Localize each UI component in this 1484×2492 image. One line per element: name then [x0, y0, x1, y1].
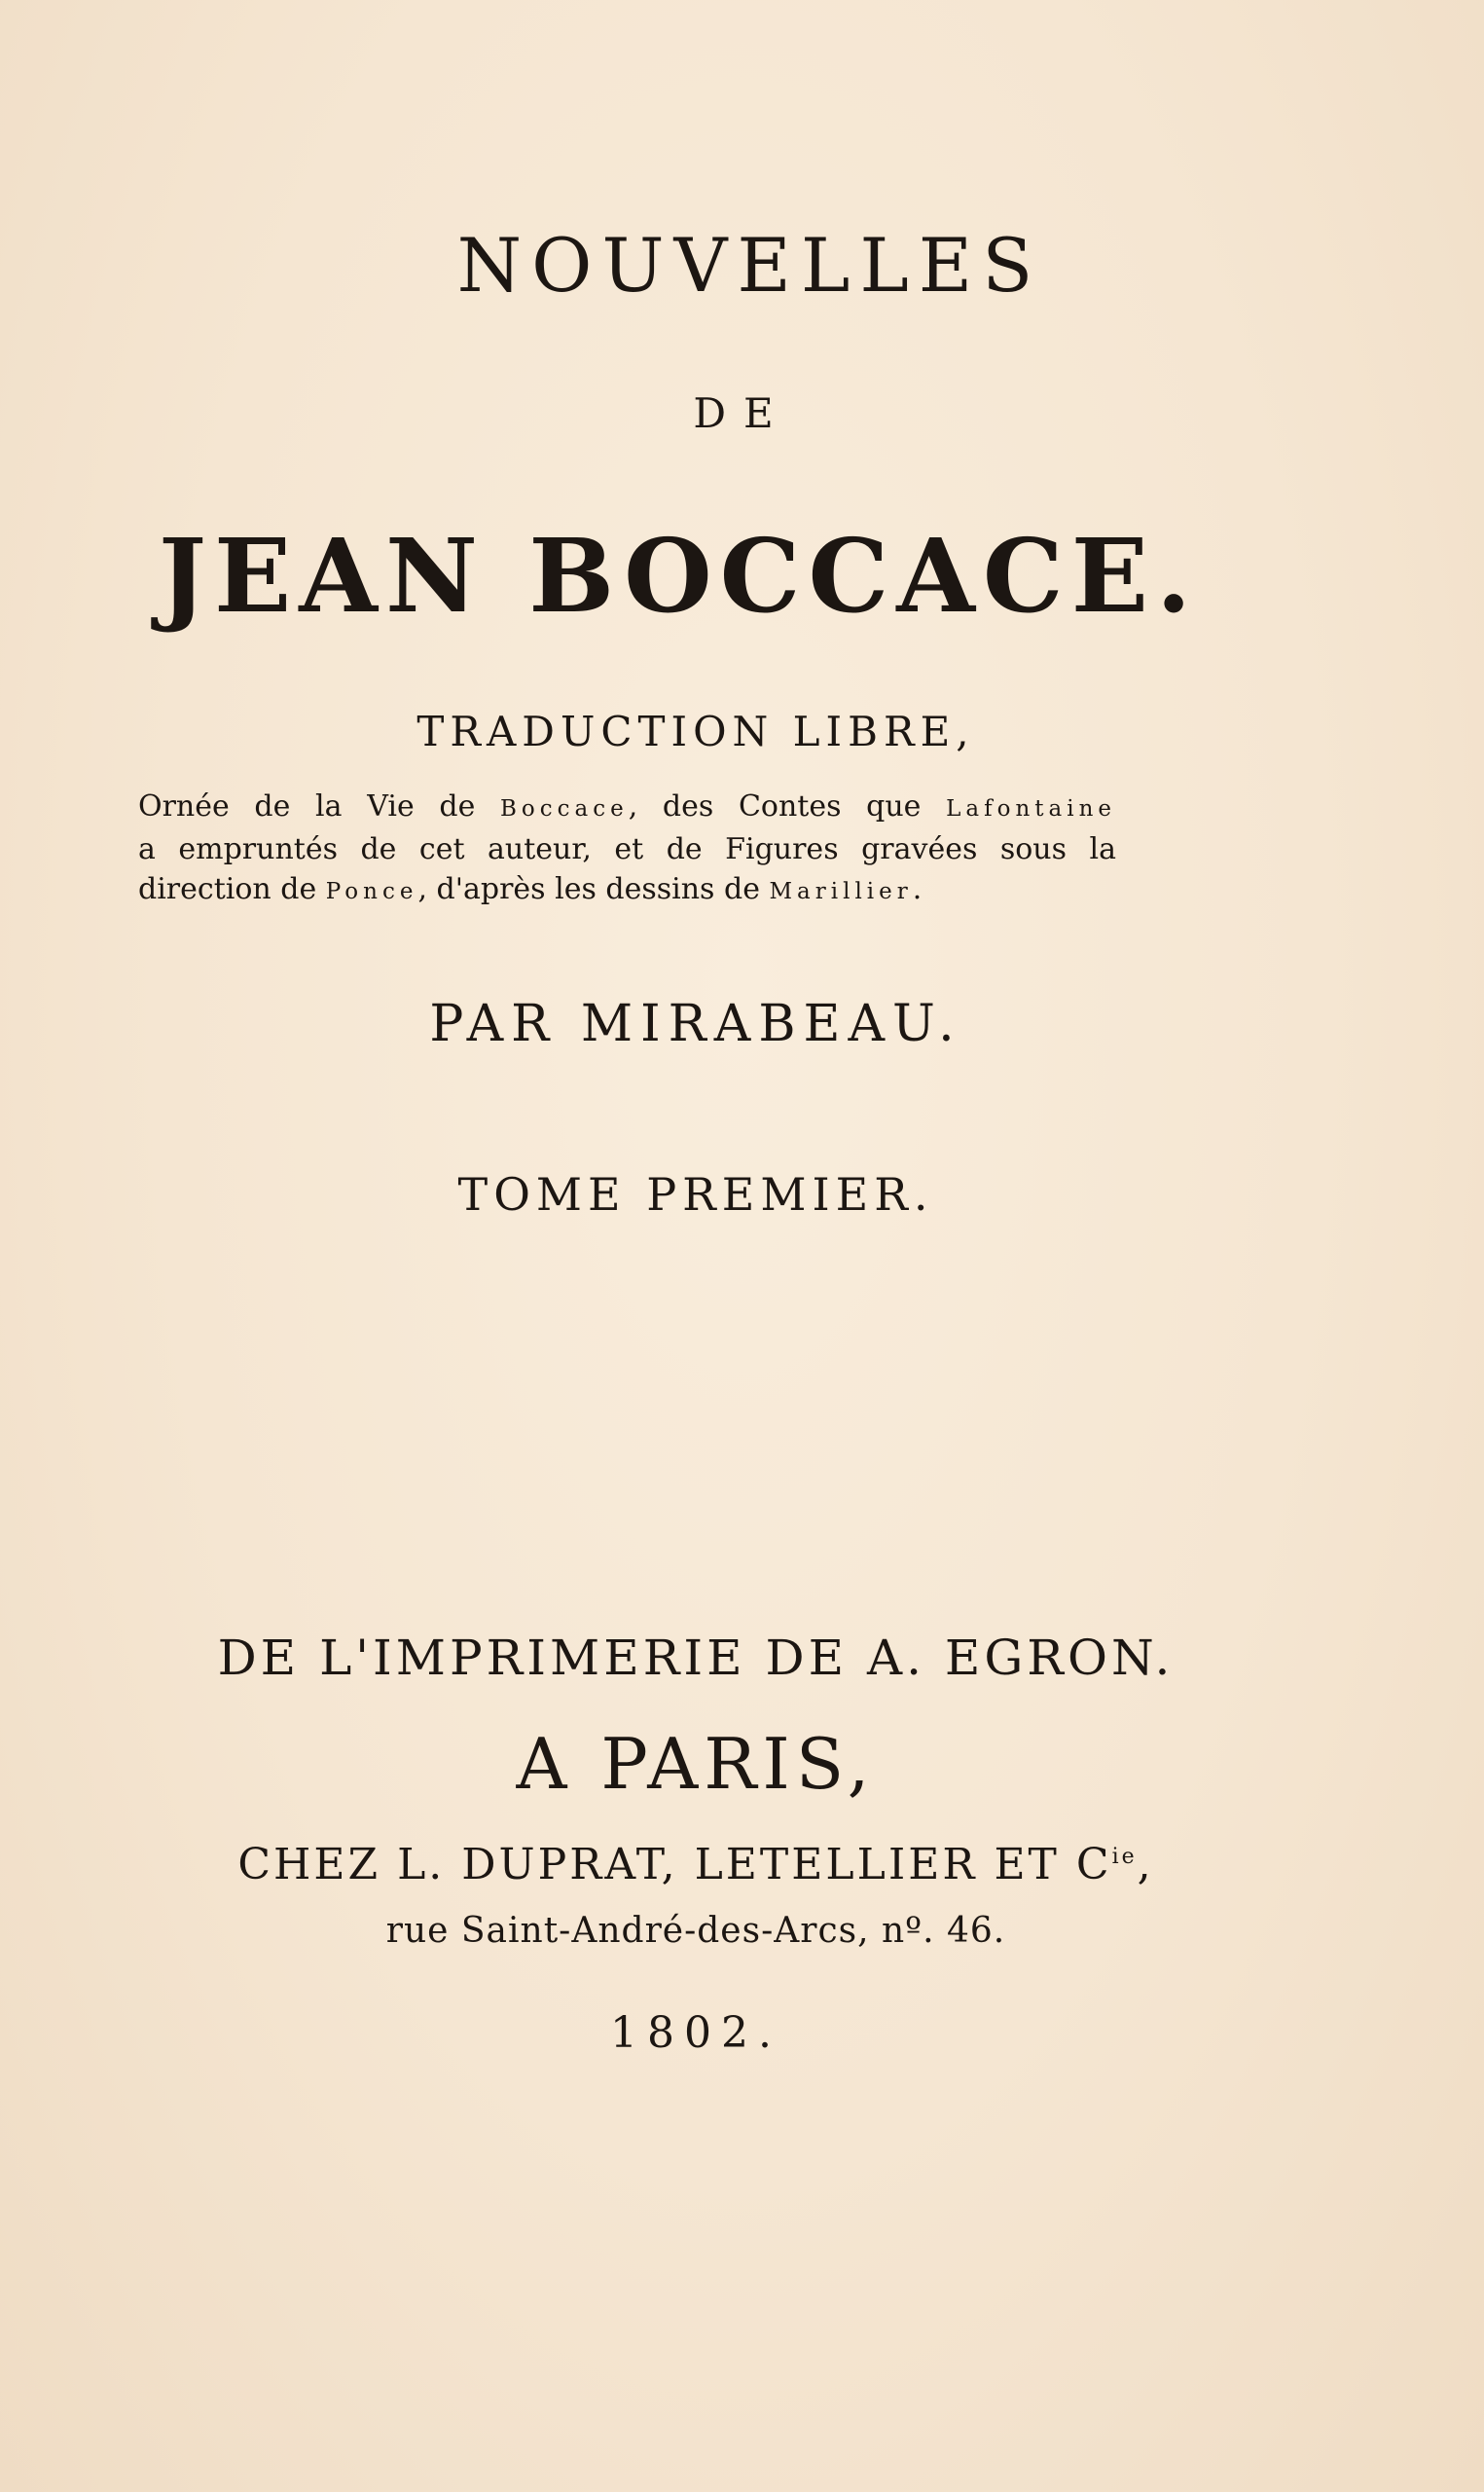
city-line: A PARIS, — [516, 1723, 876, 1805]
printer-line: DE L'IMPRIMERIE DE A. EGRON. — [217, 1630, 1175, 1686]
subtitle: TRADUCTION LIBRE, — [416, 708, 975, 755]
book-title: NOUVELLES — [456, 222, 1043, 309]
publication-year: 1802. — [610, 2008, 781, 2058]
name-lafontaine: Lafontaine — [946, 796, 1117, 822]
volume-label: TOME PREMIER. — [457, 1168, 934, 1221]
translator: PAR MIRABEAU. — [429, 995, 962, 1053]
address-line: rue Saint-André-des-Arcs, nº. 46. — [385, 1911, 1006, 1951]
publisher-line: CHEZ L. DUPRAT, LETELLIER ET $C^{ie}$, — [237, 1840, 1154, 1889]
book-author: JEAN BOCCACE. — [158, 516, 1200, 636]
name-ponce: Ponce — [325, 879, 418, 904]
description-paragraph — [138, 787, 1116, 912]
description-line-1: Ornée de la Vie de Boccace, des Contes que Lafontaine — [138, 789, 1117, 824]
name-boccace: Boccace — [500, 796, 629, 822]
title-connector: DE — [693, 389, 791, 437]
name-marillier: Marillier — [769, 879, 913, 904]
description-line-2: a empruntés de cet auteur, et de Figures gravées sous la — [138, 832, 1116, 866]
description-line-3: direction de Ponce, d'après les dessins de Marillier. — [138, 872, 923, 906]
